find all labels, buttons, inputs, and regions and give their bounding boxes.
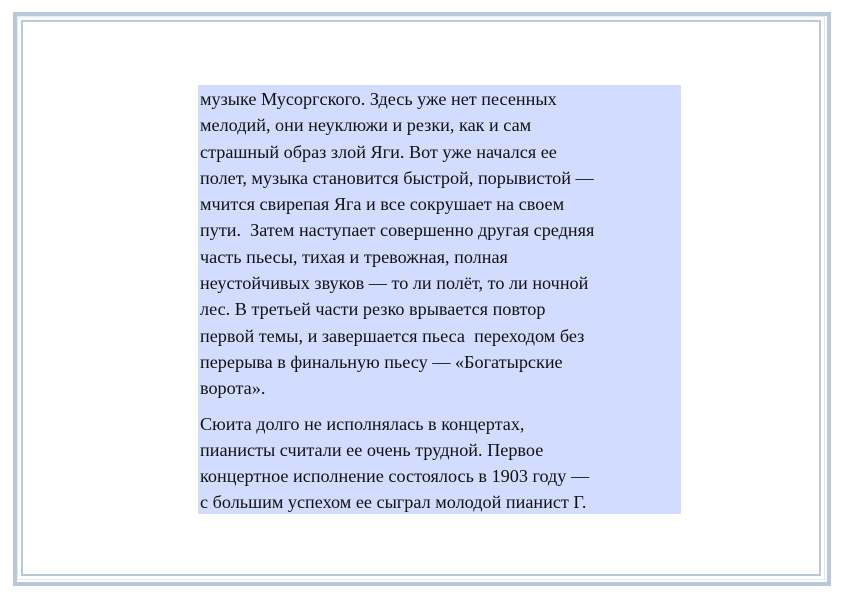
paragraph-2 — [200, 411, 681, 516]
text-line: пианисты считали ее очень трудной. Первое — [200, 439, 544, 460]
text-line: неустойчивых звуков — то ли полёт, то ли ночной — [200, 273, 589, 294]
text-line: страшный образ злой Яги. Вот уже начался ее — [200, 141, 557, 162]
text-line: перерыва в финальную пьесу — «Богатырские — [200, 351, 563, 372]
text-line: ворота». — [200, 378, 266, 399]
text-line: пути. Затем наступает совершенно другая средняя — [200, 220, 595, 241]
text-line: полет, музыка становится быстрой, порывистой — — [200, 167, 594, 188]
text-line: Сюита долго не исполнялась в концертах, — [200, 413, 525, 434]
text-block — [198, 85, 681, 514]
text-line: первой темы, и завершается пьеса переходом без — [200, 325, 585, 346]
text-line: музыке Мусоргского. Здесь уже нет песенных — [200, 89, 557, 109]
paragraph-1 — [200, 86, 681, 402]
text-line: лес. В третьей части резко врывается повтор — [200, 299, 546, 320]
text-line: с большим успехом ее сыграл молодой пианист Г. — [200, 492, 587, 513]
text-line: часть пьесы, тихая и тревожная, полная — [200, 246, 508, 267]
text-line: концертное исполнение состоялось в 1903 году — — [200, 466, 590, 487]
text-line: мчится свирепая Яга и все сокрушает на своем — [200, 194, 565, 215]
text-line: мелодий, они неуклюжи и резки, как и сам — [200, 115, 532, 136]
